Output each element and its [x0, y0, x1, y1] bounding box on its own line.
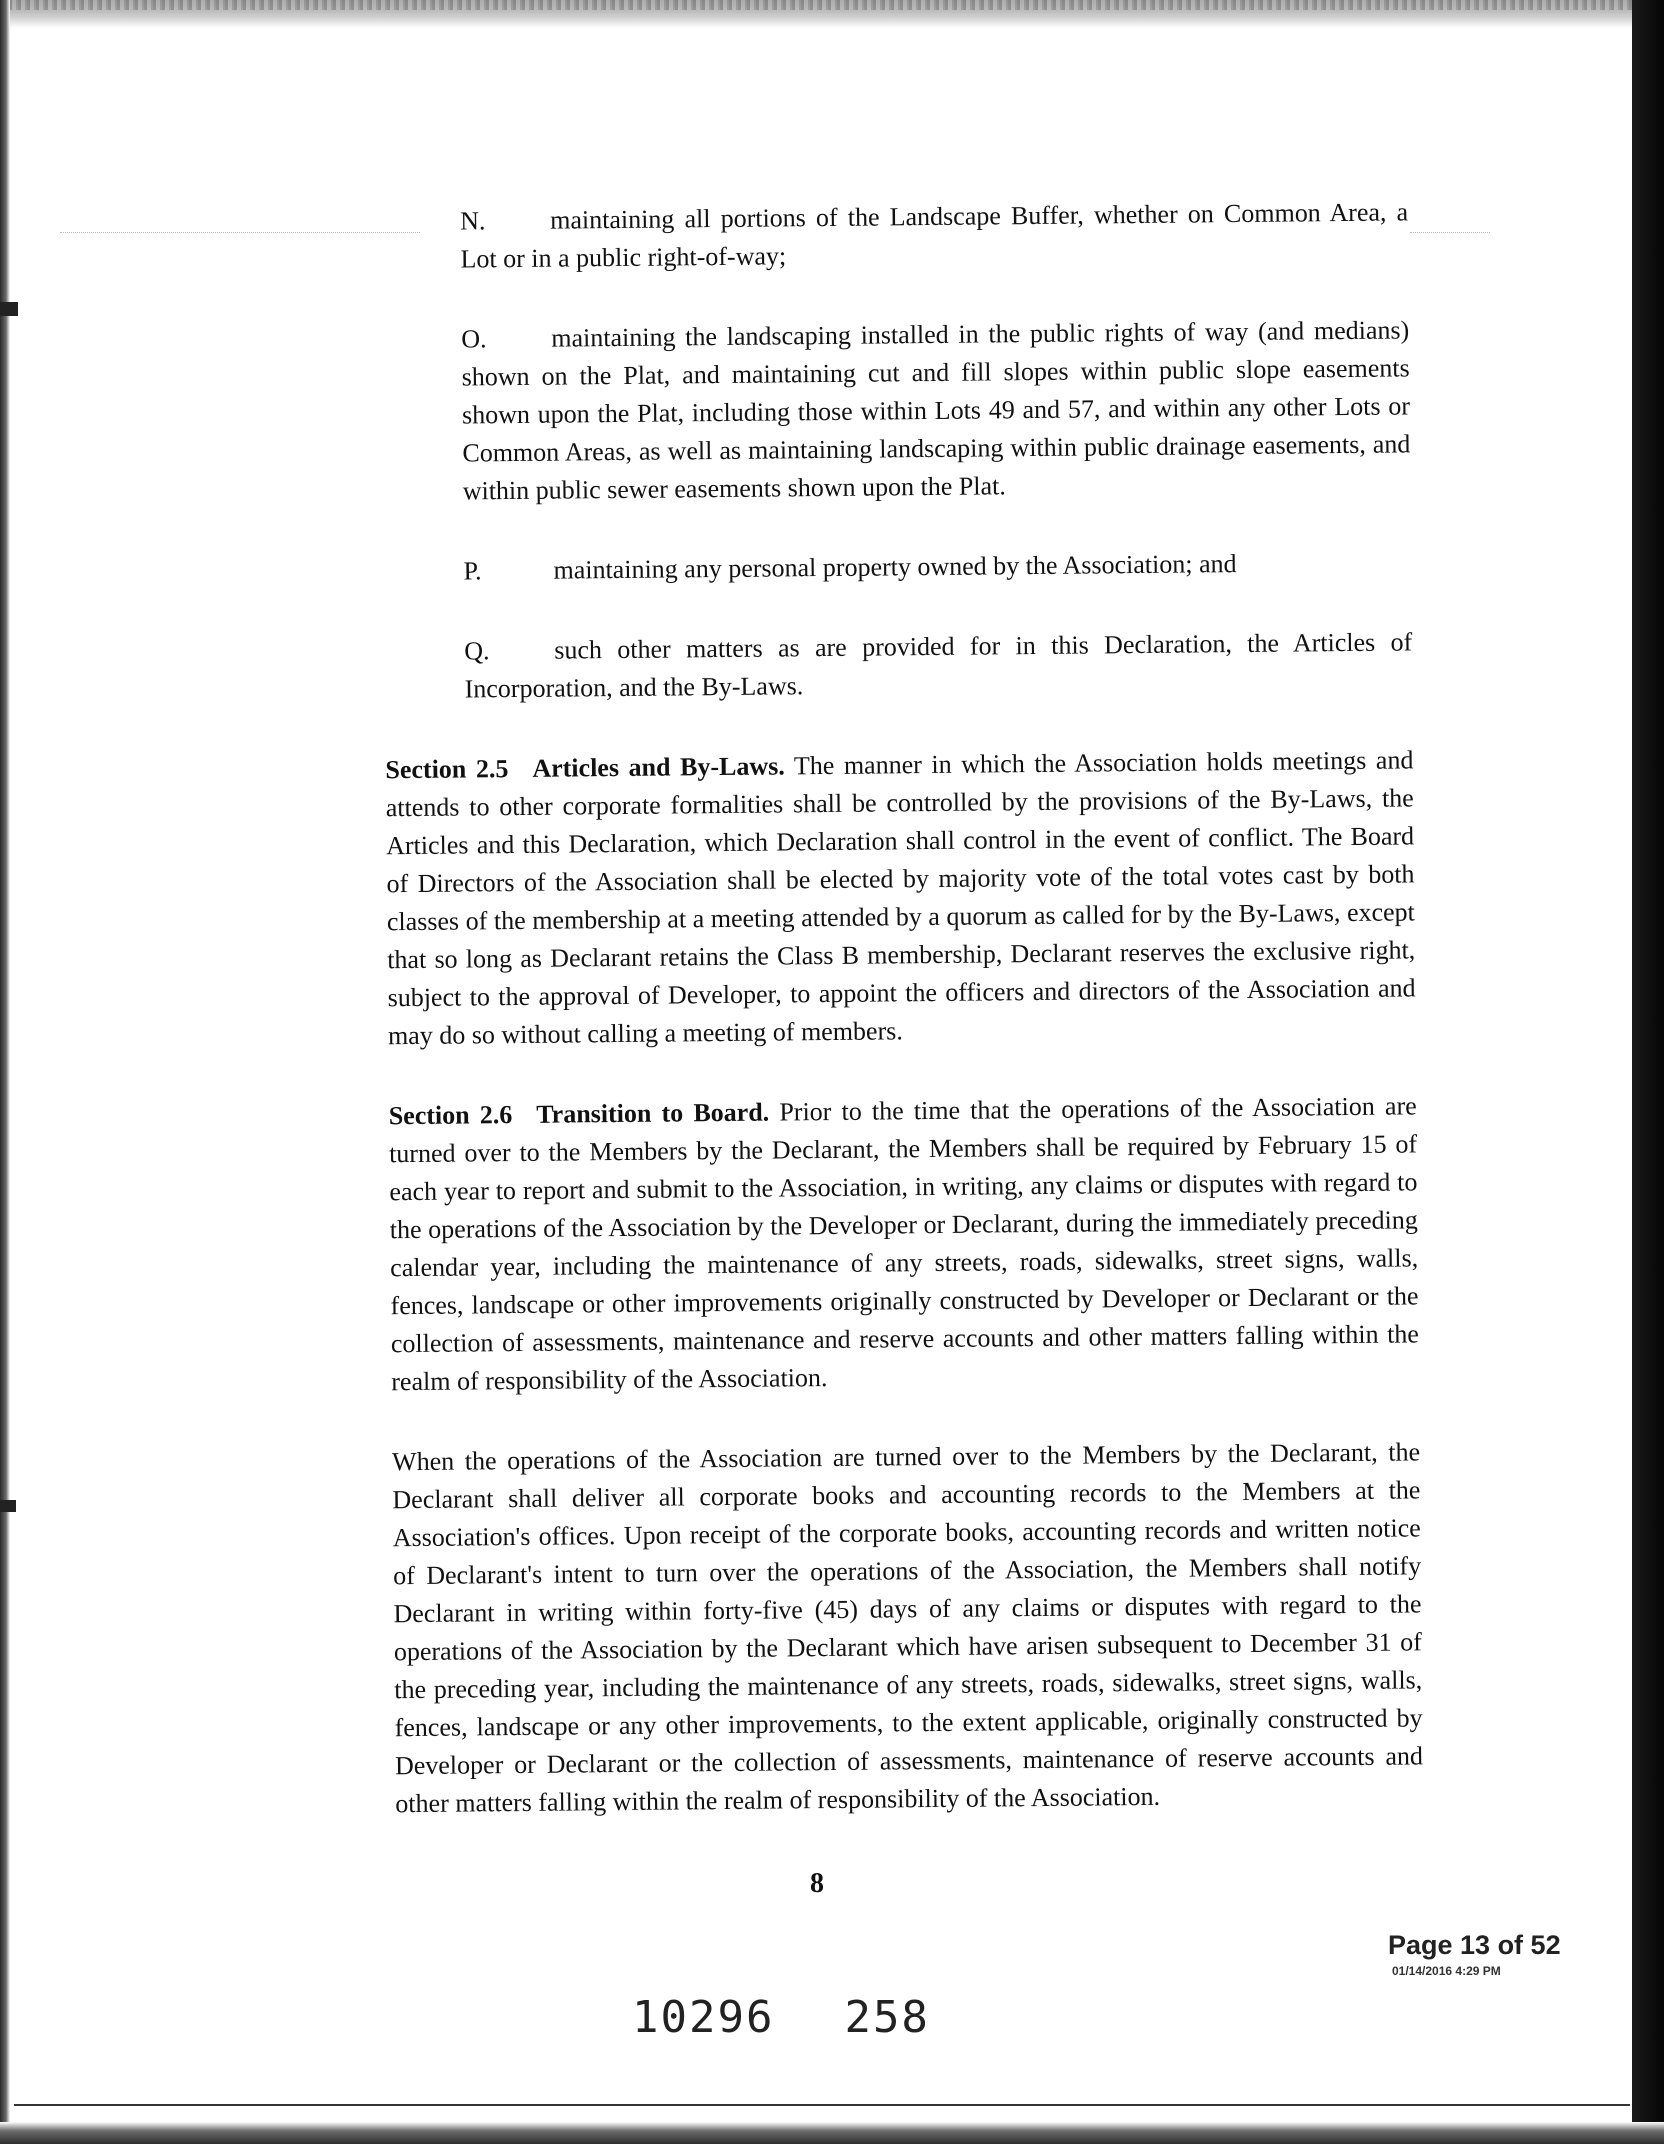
book-page-number: 258 [844, 1992, 930, 2043]
book-number: 10296 [632, 1992, 775, 2043]
item-letter: P. [463, 556, 482, 586]
section-2-6 [209, 1087, 1420, 1403]
section-title: Articles and By-Laws. [532, 751, 785, 783]
recording-timestamp: 01/14/2016 4:29 PM [1392, 1964, 1501, 1978]
section-number: Section 2.5 [385, 754, 509, 785]
scan-bottom-border [0, 2122, 1664, 2144]
scan-top-noise [0, 0, 1664, 10]
scan-dots-right [1410, 232, 1490, 233]
scan-edge-mark [0, 1500, 16, 1512]
section-text: The manner in which the Association holds meetings and attends to other corporate formalities shall be controlled by the provisions of the By-Laws, the Articles and this Declaration, which Declaration shall control in the event of conflict. The Board of Directors of the Association shall be elected by majority vote of the total votes cast by both classes of the membership at a meeting attended by a quorum as called for by the By-Laws, except that so long as Declarant retains the Class B membership, Declarant reserves the exclusive right, subject to the approval of Developer, to appoint the officers and directors of the Association and may do so without calling a meeting of members. [385, 745, 1416, 1051]
item-text: maintaining all portions of the Landscape Buffer, whether on Common Area, a Lot or in a public right-of-way; [460, 197, 1409, 274]
section-text: Prior to the time that the operations of the Association are turned over to the Members by the Declarant, the Members shall be required by February 15 of each year to report and submit to the Association, in writing, any claims or disputes with regard to the operations of the Association by the Developer or Declarant, during the immediately preceding calendar year, including the maintenance of any streets, roads, sidewalks, street signs, walls, fences, landscape or other improvements originally constructed by Developer or Declarant or the collection of assessments, maintenance and reserve accounts and other matters falling within the realm of responsibility of the Association. [388, 1091, 1420, 1397]
page-number: 8 [810, 1868, 824, 1899]
bottom-rule [14, 2104, 1630, 2106]
item-text: maintaining any personal property owned by the Association; and [553, 549, 1237, 585]
paragraph-p [203, 543, 1411, 593]
paragraph-q [204, 623, 1413, 711]
section-number: Section 2.6 [388, 1100, 513, 1131]
item-letter: O. [461, 324, 487, 354]
section-text: When the operations of the Association are turned over to the Members by the Declarant, the Declarant shall deliver all corporate books and accounting records to the Members at the Association's offices. Upon receipt of the corporate books, accounting records and written notice of Declarant's intent to turn over the operations of the Association, the Members shall notify Declarant in writing within forty-five (45) days of any claims or disputes with regard to the operations of the Association by the Declarant which have arisen subsequent to December 31 of the preceding year, including the maintenance of any streets, roads, sidewalks, street signs, walls, fences, landscape or any other improvements, to the extent applicable, originally constructed by Developer or Declarant or the collection of assessments, maintenance of reserve accounts and other matters falling within the realm of responsibility of the Association. [391, 1437, 1424, 1819]
item-letter: N. [460, 206, 486, 236]
book-page-stamp [632, 1992, 1000, 2043]
scan-edge-mark [0, 302, 18, 316]
page-of-count: Page 13 of 52 [1388, 1930, 1561, 1960]
section-title: Transition to Board. [536, 1097, 770, 1129]
paragraph-n [200, 193, 1409, 281]
item-text: maintaining the landscaping installed in the public rights of way (and medians) shown on the Plat, and maintaining cut and fill slopes within public slope easements shown upon the Plat, including those within Lots 49 and 57, and within any other Lots or Common Areas, as well as maintaining landscaping within public drainage easements, and within public sewer easements shown upon the Plat. [461, 315, 1411, 506]
item-text: such other matters as are provided for in this Declaration, the Articles of Incorporation, and the By-Laws. [464, 627, 1413, 704]
document-body [200, 193, 1424, 1867]
section-2-6-continued [212, 1433, 1424, 1825]
paragraph-o [201, 311, 1411, 513]
scan-right-border [1632, 0, 1664, 2144]
scan-left-border [0, 0, 10, 2144]
section-2-5 [205, 741, 1416, 1057]
item-letter: Q. [464, 636, 490, 666]
